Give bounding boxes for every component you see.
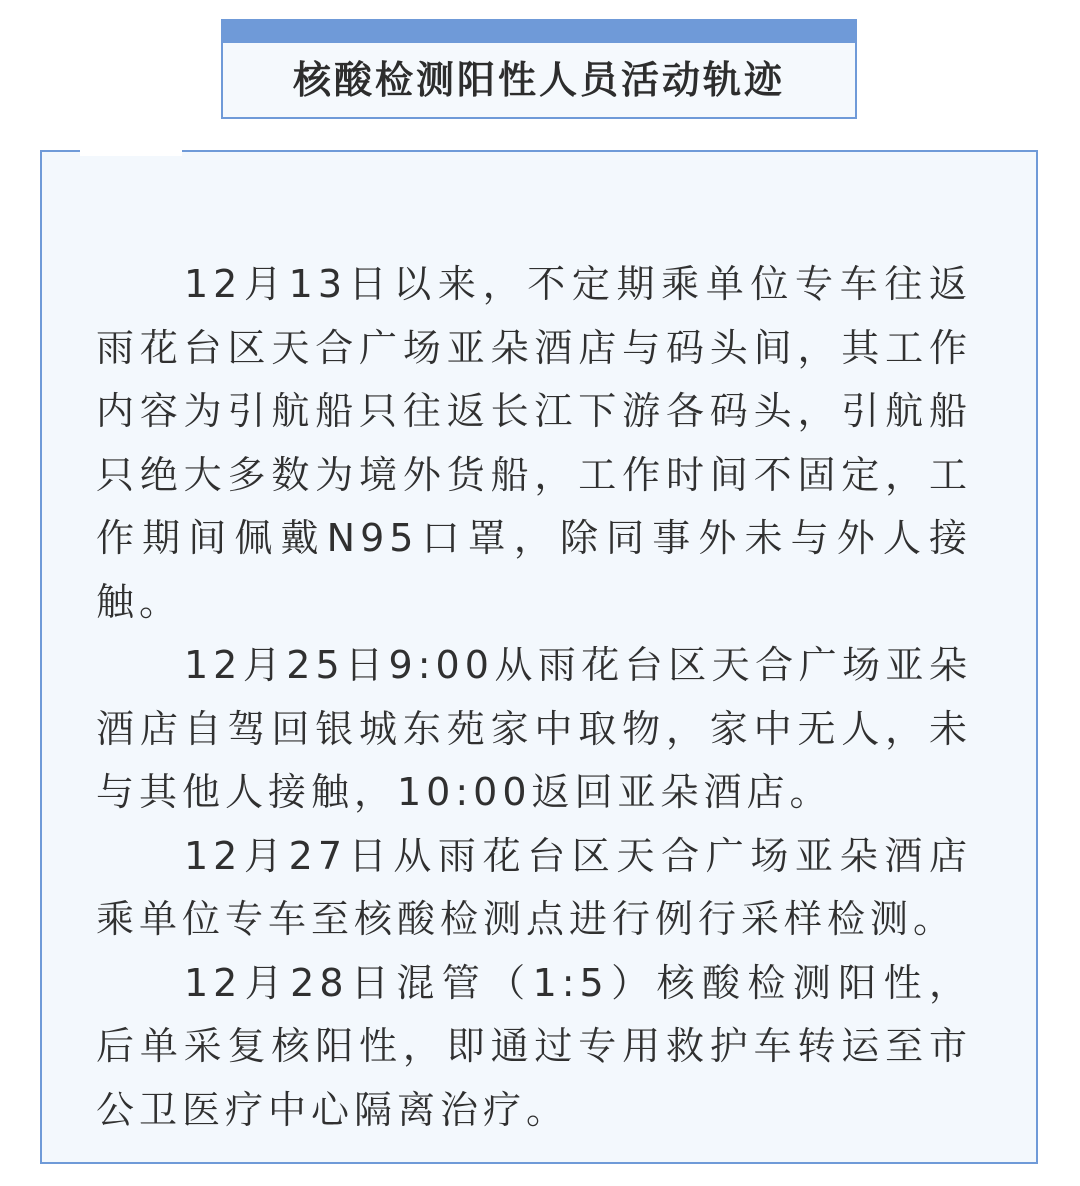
activity-paragraph-dec-27: 12月27日从雨花台区天合广场亚朵酒店乘单位专车至核酸检测点进行例行采样检测。: [96, 833, 972, 941]
page-title: 核酸检测阳性人员活动轨迹: [292, 58, 785, 102]
activity-paragraphs: [96, 253, 972, 1142]
title-box: [221, 19, 857, 119]
activity-paragraph-dec-28: 12月28日混管（1:5）核酸检测阳性，后单采复核阳性，即通过专用救护车转运至市公卫医疗中心隔离治疗。: [96, 960, 972, 1132]
content-panel: [40, 150, 1038, 1164]
title-accent-bar: [221, 19, 857, 43]
decorative-border-gap: [80, 148, 182, 156]
activity-paragraph-dec-25: 12月25日9:00从雨花台区天合广场亚朵酒店自驾回银城东苑家中取物，家中无人，未与其他人接触，10:00返回亚朵酒店。: [96, 643, 972, 814]
activity-paragraph-dec-13: 12月13日以来，不定期乘单位专车往返雨花台区天合广场亚朵酒店与码头间，其工作内容为引航船只往返长江下游各码头，引航船只绝大多数为境外货船，工作时间不固定，工作期间佩戴N95口罩，除同事外未与外人接触。: [96, 262, 972, 624]
